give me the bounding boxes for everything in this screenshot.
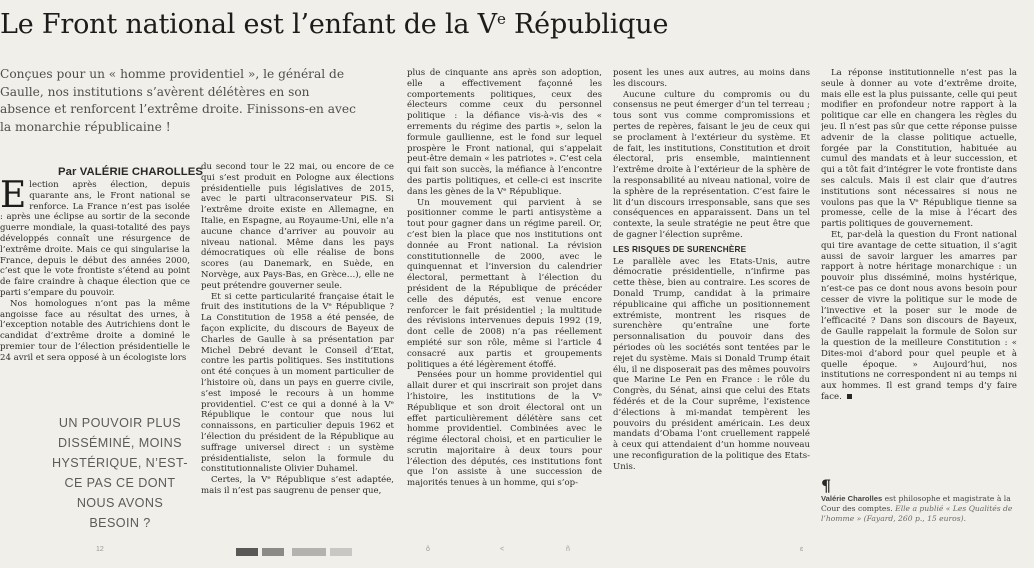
paragraph: Certes, la Vᵉ République s’est adaptée, mais il n’est pas saugrenu de penser que, <box>201 475 394 496</box>
article-column-1 <box>0 180 190 398</box>
paragraph: Aucune culture du compromis ou du consensus ne peut émerger d’un tel terreau ; tous sont vus comme compromissions et pertes de repères, faisant le jeu de ceux qui se proclament à l’extérieur du système. Et de fait, les institutions, Constitution et droit électoral, pris ensemble, maintiennent l’extrême droite à l’extérieur de la sphère de la responsabilité au niveau national, voire de la sphère de la représentation. C’est faire le lit d’un discours irresponsable, sans que ses conséquences en apparaissent. Dans un tel contexte, la seule stratégie ne peut être que de gagner l’élection suprême. <box>613 89 810 240</box>
footer-mark: ô <box>426 546 430 553</box>
footer-mark: ñ <box>566 546 570 553</box>
end-mark-icon <box>847 394 852 399</box>
pull-quote: UN POUVOIR PLUS DISSÉMINÉ, MOINS HYSTÉRIQUE, N’EST-CE PAS CE DONT NOUS AVONS BESOIN ? <box>52 416 188 530</box>
paragraph: posent les unes aux autres, au moins dans les discours. <box>613 68 810 89</box>
article-column-2 <box>201 162 394 562</box>
byline: Par VALÉRIE CHAROLLES <box>58 166 204 178</box>
article-lead: Conçues pour un « homme providentiel », le général de Gaulle, nos institutions s’avèrent délétères en son absence et renforcent l’extrême droite. Finissons-en avec la monarchie républicaine ! <box>0 67 356 134</box>
paragraph: Et, par-delà la question du Front national qui tire avantage de cette situation, il s’agit aussi de savoir larguer les amarres par rapport à notre héritage monarchique : un pouvoir plus disséminé, moins hystérique, n’est-ce pas ce dont nous avons besoin pour cesser de vivre la politique sur le mode de l’invective et la poser sur le mode de l’efficacité ? Dans son discours de Bayeux, de Gaulle rappelait la formule de Solon sur la question de la meilleure Constitution : « Dites-moi d’abord pour quel peuple et à quelle époque. » Aujourd’hui, nos institutions ne correspondent ni au temps ni aux hommes. Il est grand temps d’y faire face. <box>821 229 1017 402</box>
article-headline: Le Front national est l’enfant de la Ve République <box>0 9 669 40</box>
footer-mark: 12 <box>96 546 104 553</box>
article-column-3 <box>407 68 602 562</box>
paragraph: Le parallèle avec les Etats-Unis, autre démocratie présidentielle, n’infirme pas cette thèse, bien au contraire. Les scores de Donald Trump, candidat à la primaire républicaine qui affiche un positionnement extrémiste, montrent les risques de surenchère qu’entraîne une forte personnalisation du pouvoir dans des périodes où les sociétés sont tentées par le rejet du système. Mais si Donald Trump était élu, il ne disposerait pas des mêmes pouvoirs que Marine Le Pen en France : le rôle du Congrès, du Sénat, ainsi que celui des Etats fédérés et de la Cour suprême, l’existence d’élections à mi-mandat tempèrent les pouvoirs du président américain. Les deux mandats d’Obama l’ont cruellement rappelé à ceux qui attendaient d’un homme nouveau une reconfiguration de la politique des Etats-Unis. <box>613 256 810 472</box>
color-bar <box>330 548 352 556</box>
signature-mark: ¶ <box>821 476 832 495</box>
author-bio: est philosophe et magistrate à la Cour des comptes. <box>821 494 1011 514</box>
paragraph: plus de cinquante ans après son adoption, elle a effectivement façonné les comportements politiques, ceux des électeurs comme ceux du personnel politique : la défiance vis-à-vis des « errements du régime des partis », selon la formule gaullienne, est le fond sur lequel prospère le Front national, qui s’appelait peut-être demain « les patriotes ». C’est cela qui fait son succès, la méfiance à l’encontre des partis politiques, et celle-ci est inscrite dans les gènes de la Vᵉ République. <box>407 68 602 197</box>
print-footer-marks <box>0 546 1034 560</box>
color-bar <box>262 548 284 556</box>
paragraph: Un mouvement qui parvient à se positionner comme le parti antisystème a tout pour gagner dans un régime pareil. Or, c’est bien la place que nos institutions ont donnée au Front national. La révision constitutionnelle de 2000, avec le quinquennat et l’inversion du calendrier électoral, permettant à l’élection du président de la République de précéder celle des députés, est venue encore renforcer le fait présidentiel ; la multitude des révisions intervenues depuis 1992 (19, dont celle de 2008) n’a pas réellement empiété sur son rôle, même si l’article 4 consacré aux partis et groupements politiques a été légèrement étoffé. <box>407 197 602 370</box>
paragraph: Nos homologues n’ont pas la même angoisse face au résultat des urnes, à l’exception notable des Autrichiens dont le candidat d’extrême droite a dominé le premier tour de l’élection présidentielle le 24 avril et sera opposé à un écologiste lors <box>0 298 190 363</box>
article-column-5 <box>821 68 1017 478</box>
paragraph: Et si cette particularité française était le fruit des institutions de la Vᵉ République ? La Constitution de 1958 a été pensée, de façon explicite, du discours de Bayeux de Charles de Gaulle à sa présentation par Michel Debré devant le Conseil d’Etat, contre les partis politiques. Ses institutions ont été conçues à un moment particulier de l’histoire où, dans un pays en guerre civile, s’est imposé le recours à un homme providentiel. C’est ce qui a donné à la Vᵉ République le contour que nous lui connaissons, en particulier depuis 1962 et l’élection du président de la République au suffrage universel direct : un système présidentialiste, selon la formule du constitutionnaliste Olivier Duhamel. <box>201 291 394 475</box>
article-column-4 <box>613 68 810 562</box>
section-subhead: LES RISQUES DE SURENCHÈRE <box>613 244 747 254</box>
paragraph: Election après élection, depuis quarante ans, le Front national se renforce. La France n’est pas isolée : après une éclipse au sortir de la seconde guerre mondiale, la quasi-totalité des pays développés connaît une résurgence de l’extrême droite. Mais ce qui singularise la France, depuis le début des années 2000, c’est que le vote frontiste s’étend au point de faire craindre à chaque élection que ce parti s’empare du pouvoir. <box>0 180 190 298</box>
footer-mark: ɛ <box>800 546 804 553</box>
paragraph: du second tour le 22 mai, ou encore de ce qui s’est produit en Pologne aux élections présidentielle puis législatives de 2015, avec le parti ultraconservateur PiS. Si l’extrême droite existe en Allemagne, en Italie, en Espagne, au Royaume-Uni, elle n’a aucune chance d’arriver au pouvoir au niveau national. Même dans les pays démocratiques où elle réalise de bons scores (au Danemark, en Suède, en Norvège, aux Pays-Bas, en Grèce…), elle ne peut prétendre gouverner seule. <box>201 162 394 291</box>
color-bar <box>236 548 258 556</box>
footer-mark: < <box>500 546 505 553</box>
paragraph: Pensées pour un homme providentiel qui allait durer et qui inscrirait son projet dans l’histoire, les institutions de la Vᵉ République et son droit électoral ont un effet particulièrement délétère sans cet homme providentiel. Combinées avec le régime électoral choisi, et en particulier le scrutin majoritaire à deux tours pour l’élection des députés, ces institutions font que l’on assiste à une succession de majorités tenues à un homme, qui s’op- <box>407 370 602 489</box>
color-bar <box>292 548 326 556</box>
drop-cap: E <box>0 180 27 216</box>
author-name: Valérie Charolles <box>821 494 883 503</box>
author-note <box>821 478 1021 525</box>
author-book-note: Elle a publié « Les Qualités de l’homme » (Fayard, 260 p., 15 euros). <box>821 504 1013 524</box>
paragraph: La réponse institutionnelle n’est pas la seule à donner au vote d’extrême droite, mais elle est la plus puissante, celle qui peut modifier en profondeur notre rapport à la politique car elle en changera les règles du jeu. Il n’est pas sûr que cette réponse puisse advenir de la classe politique actuelle, forgée par la Constitution, habituée au cumul des mandats et à leur succession, et qui a tôt fait d’intégrer le vote frontiste dans ses calculs. Mais il est clair que d’autres institutions sont nécessaires si nous ne voulons pas que la Vᵉ République tienne sa promesse, celle de la mise à l’écart des partis politiques de gouvernement. <box>821 68 1017 230</box>
